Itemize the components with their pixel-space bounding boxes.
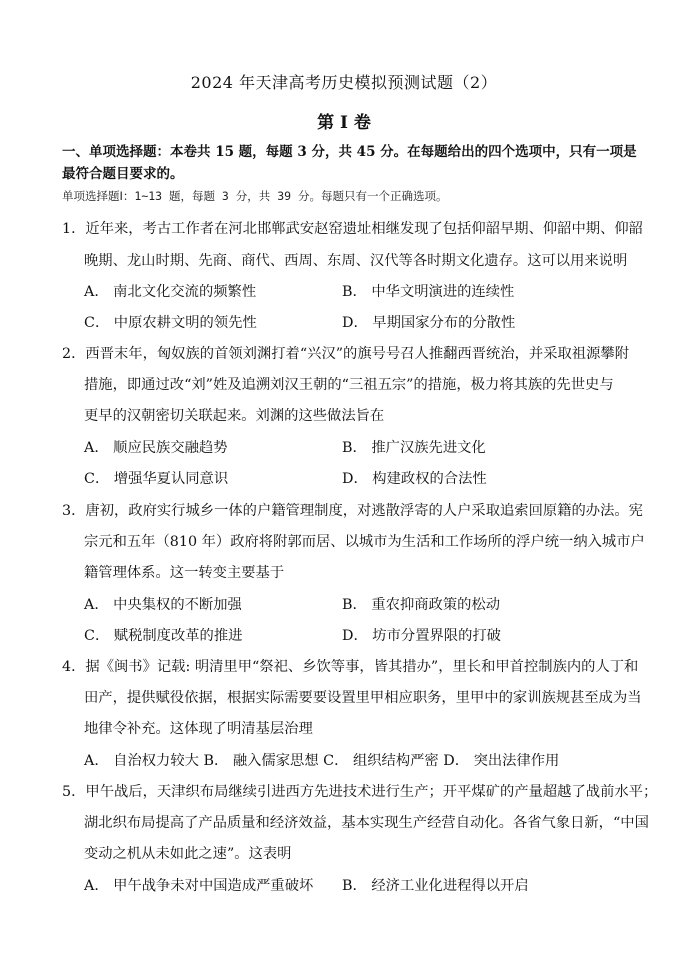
question-text: 湖北织布局提高了产品质量和经济效益，基本实现生产经营自动化。各省气象日新，“中国 <box>84 815 649 831</box>
option-a: A． 顺应民族交融趋势 <box>84 440 228 456</box>
option-a: A． 南北文化交流的频繁性 <box>84 284 257 300</box>
section-heading-line: 最符合题目要求的。 <box>62 166 184 182</box>
page-title: 2024 年天津高考历史模拟预测试题（2） <box>190 73 498 92</box>
volume-heading: 第 I 卷 <box>317 113 371 133</box>
question-text: 2．西晋末年，匈奴族的首领刘渊打着“兴汉”的旗号号召人推翻西晋统治，并采取祖源攀附 <box>62 346 629 362</box>
question-text: 措施，即通过改“刘”姓及追溯刘汉王朝的“三祖五宗”的措施，极力将其族的先世史与 <box>84 377 614 393</box>
option-c: C． 增强华夏认同意识 <box>84 471 229 487</box>
option-b: B． 经济工业化进程得以开启 <box>342 878 529 894</box>
option-d: D． 坊市分置界限的打破 <box>342 628 501 644</box>
sub-note: 单项选择题Ⅰ：1~13 题，每题 3 分，共 39 分。每题只有一个正确选项。 <box>62 189 448 203</box>
option-a: A． 中央集权的不断加强 <box>84 597 242 613</box>
question-text: 1．近年来，考古工作者在河北邯郸武安赵窑遗址相继发现了包括仰韶早期、仰韶中期、仰韶 <box>62 221 643 237</box>
question-text: 晚期、龙山时期、先商、商代、西周、东周、汉代等各时期文化遗存。这可以用来说明 <box>84 253 628 269</box>
options-inline: A． 自治权力较大 B． 融入儒家思想 C． 组织结构严密 D． 突出法律作用 <box>84 753 560 769</box>
option-c: C． 赋税制度改革的推进 <box>84 628 243 644</box>
option-b: B． 推广汉族先进文化 <box>342 440 486 456</box>
option-b: B． 重农抑商政策的松动 <box>342 597 501 613</box>
question-text: 籍管理体系。这一转变主要基于 <box>84 565 285 581</box>
option-a: A． 甲午战争未对中国造成严重破坏 <box>84 878 314 894</box>
option-d: D． 早期国家分布的分散性 <box>342 315 516 331</box>
option-d: D． 构建政权的合法性 <box>342 471 487 487</box>
section-heading <box>62 141 640 185</box>
question-text: 5．甲午战后，天津织布局继续引进西方先进技术进行生产；开平煤矿的产量超越了战前水平； <box>62 784 658 800</box>
question-text: 3．唐初，政府实行城乡一体的户籍管理制度，对逃散浮寄的人户采取追索回原籍的办法。宪 <box>62 503 643 519</box>
question-text: 变动之机从未如此之速”。这表明 <box>84 846 292 862</box>
section-heading-line: 一、单项选择题：本卷共 15 题，每题 3 分，共 45 分。在每题给出的四个选项中，只有一项是 <box>62 144 637 160</box>
question-text: 更早的汉朝密切关联起来。刘渊的这些做法旨在 <box>84 408 385 424</box>
option-c: C． 中原农耕文明的领先性 <box>84 315 257 331</box>
question-text: 地律令补充。这体现了明清基层治理 <box>84 721 313 737</box>
option-b: B． 中华文明演进的连续性 <box>342 284 515 300</box>
question-text: 4．据《闽书》记载: 明清里甲“祭祀、乡饮等事，皆其措办”，里长和甲首控制族内的人丁和 <box>62 659 639 675</box>
question-text: 田产，提供赋役依据，根据实际需要要设置里甲相应职务，里甲中的家训族规甚至成为当 <box>84 690 642 706</box>
question-text: 宗元和五年（810 年）政府将附郭而居、以城市为生活和工作场所的浮户统一纳入城市户 <box>84 534 645 550</box>
